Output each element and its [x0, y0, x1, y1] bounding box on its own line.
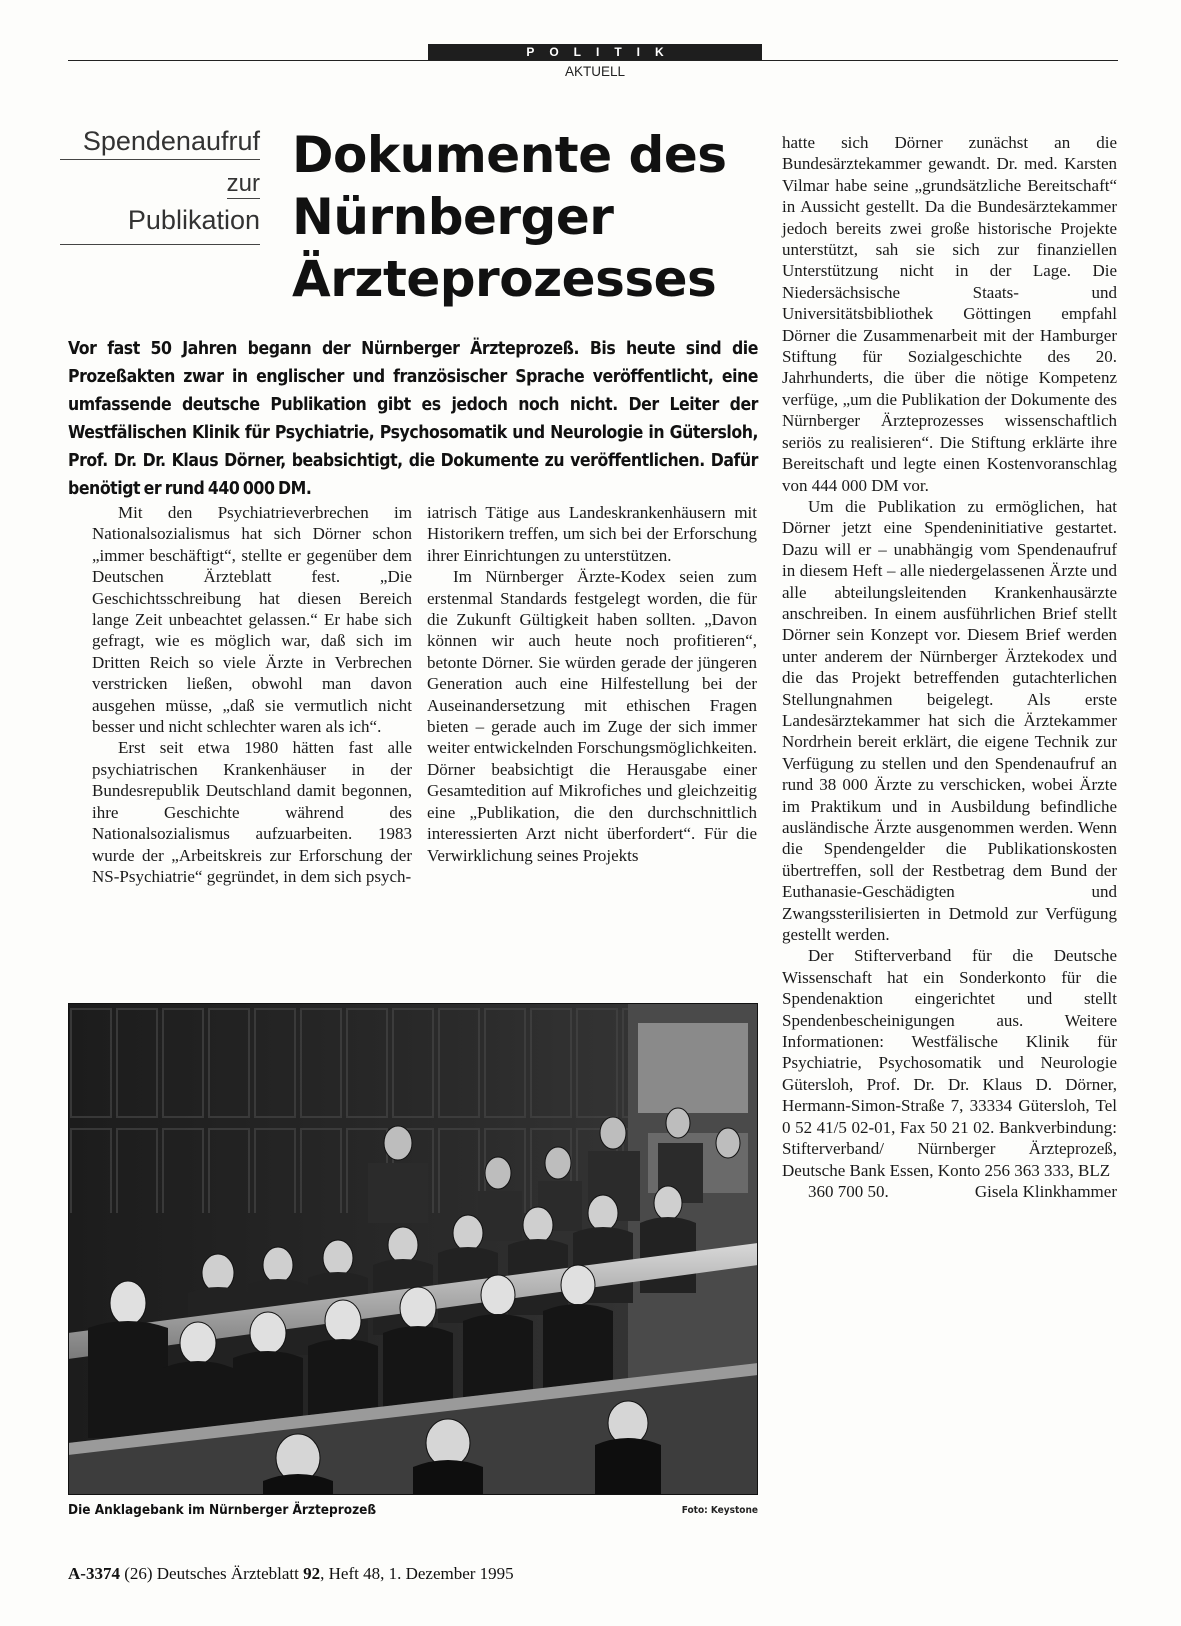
body-paragraph: Um die Publikation zu ermöglichen, hat Dörner jetzt eine Spendeninitiative gestartet. Dazu will er – unabhängig vom Spendenaufruf in diesem Heft – alle niedergelassenen Ärzte und alle abteilungsleitenden Krankenhausärzte anschreiben. In einem ausführlichen Brief stellt Dörner sein Konzept vor. Diesem Brief werden unter anderem der Nürnberger Ärztekodex und die das Projekt betreffenden gutachterlichen Stellungnahmen beigelegt. Als erste Landesärztekammer hat sich die Ärztekammer Nordrhein bereit erklärt, die eigene Technik zur Verfügung zu stellen und den Spendenaufruf an rund 38 000 Ärzte zu verschicken, wobei Ärzte im Praktikum und in Ausbildung befindliche ausländische Ärzte ausgenommen werden. Wenn die Spendengelder die Publikationskosten übertreffen, soll der Restbetrag dem Bund der Euthanasie-Geschädigten und Zwangssterilisierten in Detmold zur Verfügung gestellt werden. — [782, 496, 1117, 945]
body-paragraph: Der Stifterverband für die Deutsche Wissenschaft hat ein Sonderkonto für die Spendenaktion eingerichtet und stellt Spendenbescheinigungen aus. Weitere Informationen: Westfälische Klinik für Psychiatrie, Psychosomatik und Neurologie Gütersloh, Prof. Dr. Dr. Klaus D. Dörner, Hermann-Simon-Straße 7, 33334 Gütersloh, Tel 0 52 41/5 02-01, Fax 50 21 02. Bankverbindung: Stifterverband/ Nürnberger Ärzteprozeß, Deutsche Bank Essen, Konto 256 363 333, BLZ — [782, 946, 1117, 1180]
body-paragraph: Mit den Psychiatrieverbrechen im Nationalsozialismus hat sich Dörner schon „immer beschäftigt“, stellte er gegenüber dem Deutschen Ärzteblatt fest. „Die Geschichtsschreibung hat diesen Bereich lange Zeit unbeachtet gelassen.“ Er habe sich gefragt, wie es möglich war, daß sich im Dritten Reich so viele Ärzte in Verbrechen verstricken ließen, obwohl man davon ausgehen müsse, „daß sie vermutlich nicht besser und nicht schlechter waren als ich“. — [92, 503, 412, 737]
headline — [292, 124, 742, 310]
headline-line-3: Ärzteprozesses — [292, 250, 717, 308]
kicker — [60, 128, 260, 245]
page-footer — [68, 1564, 514, 1584]
page-number-paren: (26) — [124, 1564, 153, 1583]
kicker-line-2: zur — [226, 170, 260, 197]
body-column-2 — [427, 502, 757, 866]
volume-number: 92 — [303, 1564, 321, 1583]
courtroom-photo — [68, 1003, 758, 1495]
headline-line-1: Dokumente des — [292, 126, 727, 184]
body-paragraph: iatrisch Tätige aus Landeskrankenhäusern mit Historikern treffen, um sich bei der Erforschung ihrer Einrichtungen zu unterstützen. — [427, 503, 757, 565]
kicker-line-1: Spendenaufruf — [60, 128, 260, 160]
body-paragraph: Im Nürnberger Ärzte-Kodex seien zum erstenmal Standards festgelegt worden, die für die Zukunft Gültigkeit haben sollten. „Davon können wir auch heute noch profitieren“, betonte Dörner. Sie würden gerade der jüngeren Generation auch eine Hilfestellung bei der Auseinandersetzung mit ethischen Fragen bieten – gerade auch im Zuge der sich immer weiter entwickelnden Forschungsmöglichkeiten. Dörner beabsichtigt die Herausgabe einer Gesamtedition auf Mikrofiches und gleichzeitig eine „Publikation, die den durchschnittlich interessierten Arzt nicht überfordert“. Für die Verwirklichung seines Projekts — [427, 567, 757, 865]
author-name: Gisela Klinkhammer — [974, 1181, 1117, 1201]
body-paragraph: Erst seit etwa 1980 hätten fast alle psychiatrischen Krankenhäuser in der Bundesrepublik Deutschland damit begonnen, ihre Geschichte während des Nationalsozialismus aufzuarbeiten. 1983 wurde der „Arbeitskreis zur Erforschung der NS-Psychiatrie“ gegründet, in dem sich psych- — [92, 738, 412, 886]
body-column-3 — [782, 132, 1117, 1202]
section-label: POLITIK — [428, 44, 762, 60]
body-column-1 — [92, 502, 412, 887]
journal-name: Deutsches Ärzteblatt — [156, 1564, 299, 1583]
subsection-label: AKTUELL — [564, 64, 626, 79]
photo-caption: Die Anklagebank im Nürnberger Ärzteprozeß — [68, 1502, 377, 1518]
bank-code-tail: 360 700 50. — [808, 1181, 889, 1201]
body-paragraph: hatte sich Dörner zunächst an die Bundesärztekammer gewandt. Dr. med. Karsten Vilmar habe seine „grundsätzliche Bereitschaft“ in Aussicht gestellt. Da die Bundesärztekammer jedoch bereits zwei große historische Projekte unterstützt, sah sie sich zur finanziellen Unterstützung nicht in der Lage. Die Niedersächsische Staats- und Universitätsbibliothek Göttingen empfahl Dörner die Zusammenarbeit mit der Hamburger Stiftung für Sozialgeschichte des 20. Jahrhunderts, die über die nötige Kompetenz verfüge, „um die Publikation der Dokumente des Nürnberger Ärzteprozesses wissenschaftlich seriös zu realisieren“. Die Stiftung erklärte ihre Bereitschaft und legte einen Kostenvoranschlag von 444 000 DM vor. — [782, 133, 1117, 495]
signature-line — [782, 1181, 1117, 1202]
page-number: A-3374 — [68, 1564, 120, 1583]
kicker-line-3: Publikation — [60, 207, 260, 245]
lead-paragraph: Vor fast 50 Jahren begann der Nürnberger Ärzteprozeß. Bis heute sind die Prozeßakten zwar in englischer und französischer Sprache veröffentlicht, eine umfassende deutsche Publikation gibt es jedoch noch nicht. Der Leiter der Westfälischen Klinik für Psychiatrie, Psychosomatik und Neurologie in Gütersloh, Prof. Dr. Dr. Klaus Dörner, beabsichtigt, die Dokumente zu veröffentlichen. Dafür benötigt er rund 440 000 DM. — [68, 339, 758, 499]
photo-credit: Foto: Keystone — [681, 1505, 758, 1516]
headline-line-2: Nürnberger — [292, 188, 614, 246]
issue-date: , Heft 48, 1. Dezember 1995 — [320, 1564, 514, 1583]
header-rule — [68, 60, 1118, 61]
